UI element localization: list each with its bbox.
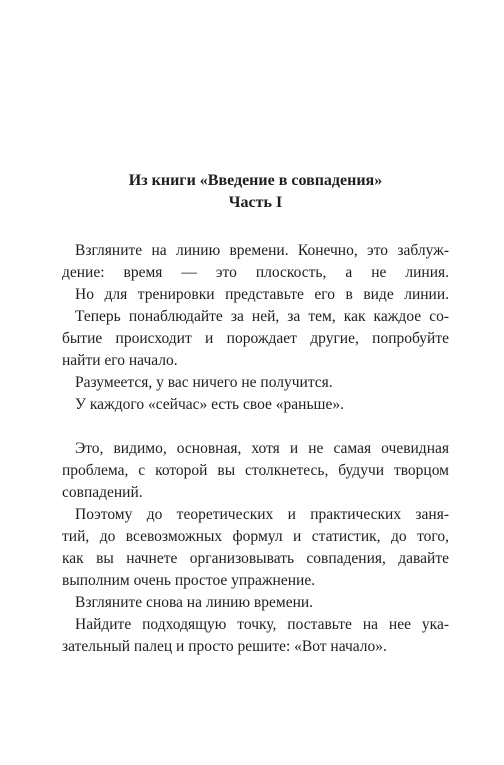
text-line: как вы начнете организовывать совпадения, давайте [62,550,449,567]
text-line: зательный палец и просто решите: «Вот начало». [62,638,387,655]
book-page [62,0,449,765]
text-line: Взгляните снова на линию времени. [75,594,314,611]
text-line: найти его начало. [62,352,178,369]
text-line: Найдите подходящую точку, поставьте на нее ука- [75,616,449,633]
text-line: проблема, с которой вы столкнетесь, будучи творцом [62,462,449,479]
text-line: совпадений. [62,484,143,501]
text-line: бытие происходит и порождает другие, попробуйте [62,330,449,347]
text-line: выполним очень простое упражнение. [62,572,316,589]
text-line: У каждого «сейчас» есть свое «раньше». [75,396,344,413]
text-line: дение: время — это плоскость, а не линия. [62,264,449,281]
text-line: Но для тренировки представьте его в виде линии. [75,286,449,303]
text-line: Разумеется, у вас ничего не получится. [75,374,333,391]
chapter-source-title: Из книги «Введение в совпадения» [128,172,383,189]
chapter-part-title: Часть I [228,194,283,211]
text-line: Теперь понаблюдайте за ней, за тем, как каждое со- [75,308,449,325]
text-line: тий, до всевозможных формул и статистик, до того, [62,528,449,545]
text-line: Это, видимо, основная, хотя и не самая очевидная [75,440,449,457]
text-line: Поэтому до теоретических и практических заня- [75,506,449,523]
text-line: Взгляните на линию времени. Конечно, это заблуж- [75,242,449,259]
